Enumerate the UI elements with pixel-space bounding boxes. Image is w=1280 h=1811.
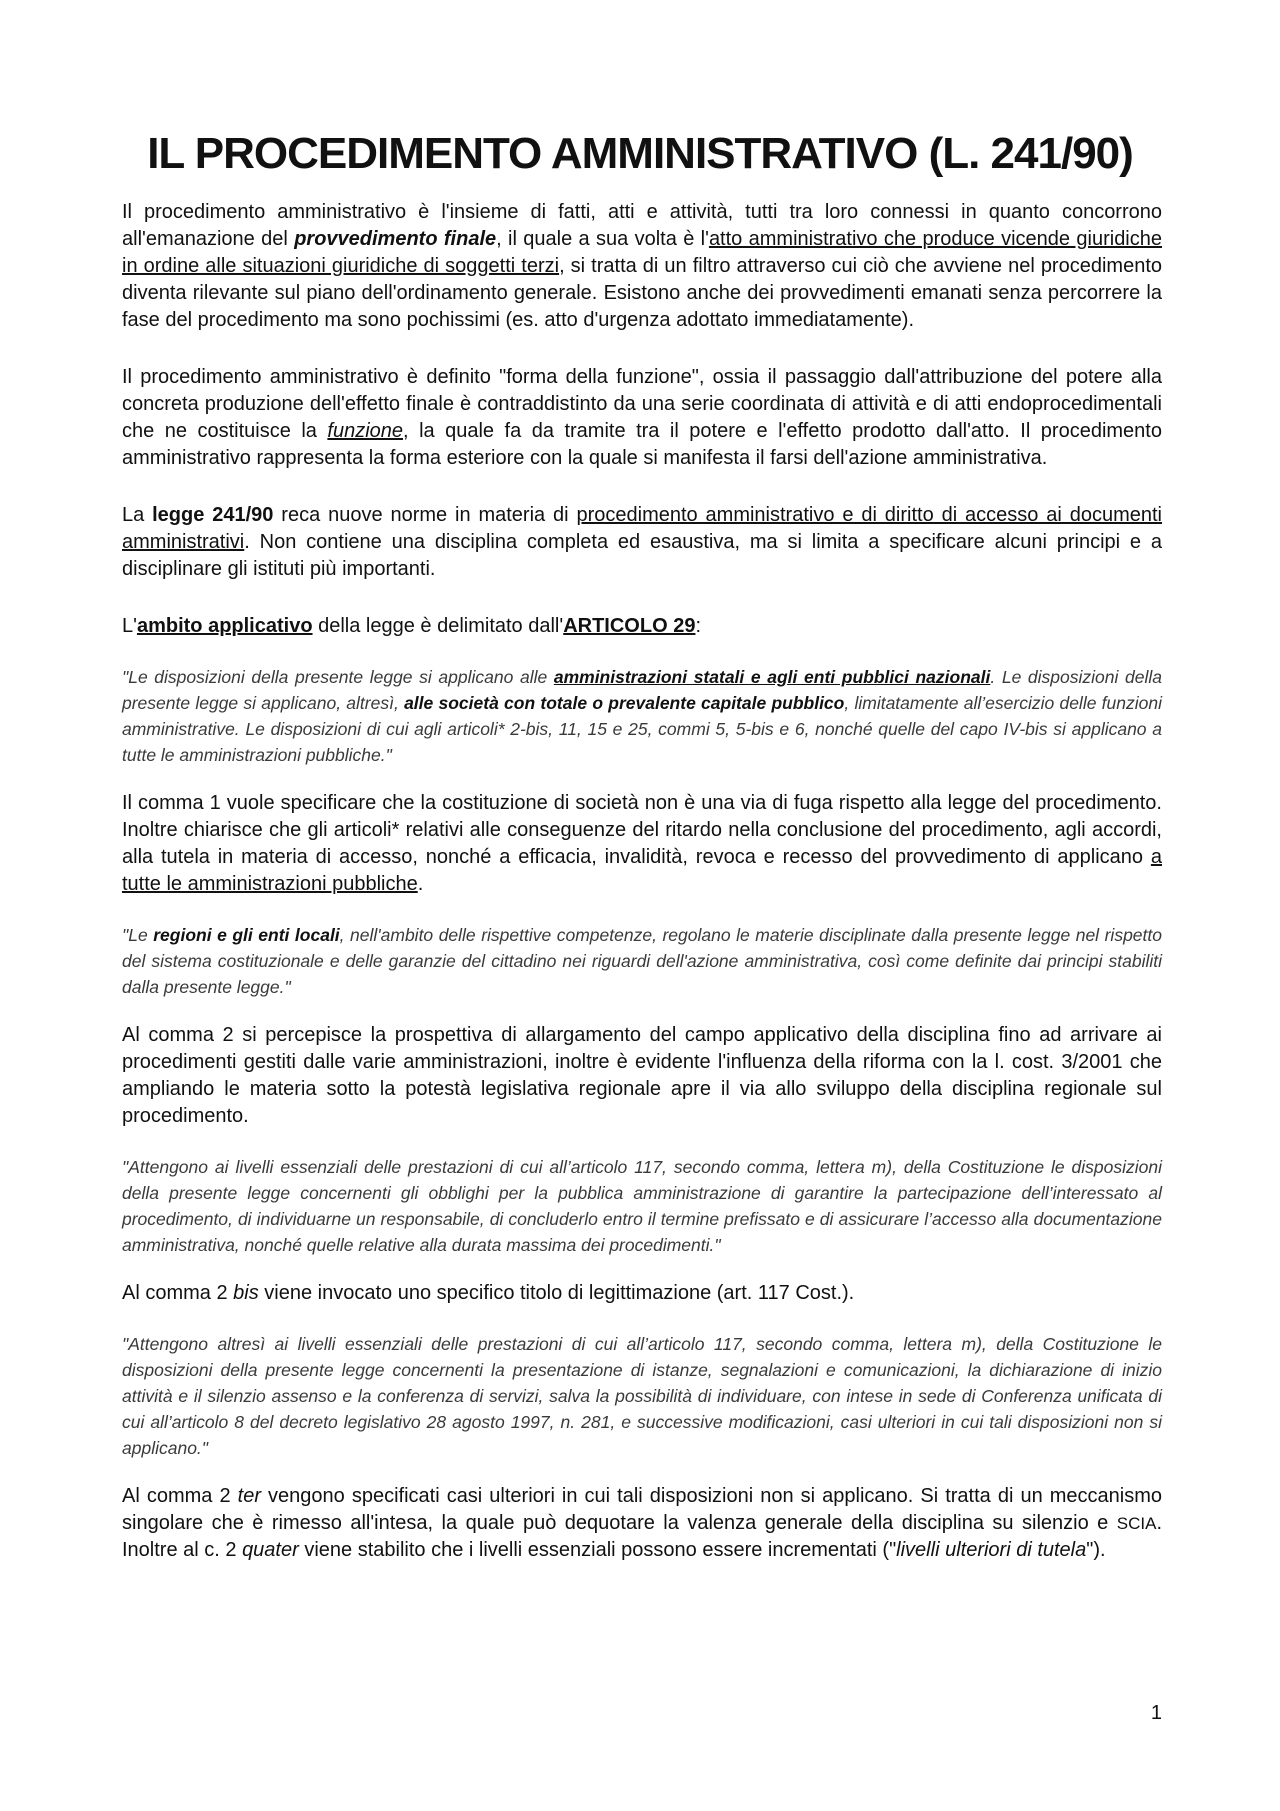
underlined-atto-amministrativo: atto amministrativo che produce vicende giuridiche in ordine alle situazioni giuridiche di soggetti terzi (122, 228, 1163, 277)
document-body (122, 199, 1162, 1564)
term-articolo-29: ARTICOLO 29 (563, 615, 696, 637)
term-amministrazioni-statali: amministrazioni statali e agli enti pubblici nazionali (553, 667, 991, 687)
paragraph-comma-2: Al comma 2 si percepisce la prospettiva di allargamento del campo applicativo della disciplina fino ad arrivare ai procedimenti gestiti dalle varie amministrazioni, inoltre è evidente l'influenza della riforma con la l. cost. 3/2001 che ampliando le materia sotto la potestà legislativa regionale apre il via allo sviluppo della disciplina regionale sul procedimento. (122, 1024, 1162, 1127)
term-livelli-ulteriori: livelli ulteriori di tutela (896, 1539, 1087, 1561)
quote-comma-2: "Le regioni e gli enti locali, nell'ambito delle rispettive competenze, regolano le materie disciplinate dalla presente legge nel rispetto del sistema costituzionale e delle garanzie del cittadino nei riguardi dell'azione amministrativa, così come definite dai principi stabiliti dalla presente legge." (122, 925, 1162, 997)
term-funzione: funzione (327, 420, 404, 442)
underlined-procedimento-accesso: procedimento amministrativo e di diritto di accesso ai documenti amministrativi (122, 504, 1162, 553)
page-title: IL PROCEDIMENTO AMMINISTRATIVO (L. 241/90) (147, 129, 1133, 178)
term-legge-241: legge 241/90 (152, 504, 274, 526)
quote-comma-2-ter: "Attengono altresì ai livelli essenziali delle prestazioni di cui all’articolo 117, secondo comma, lettera m), della Costituzione le disposizioni della presente legge concernenti la presentazione di istanze, segnalazioni e comunicazioni, la dichiarazione di inizio attività e il silenzio assenso e la conferenza di servizi, salva la possibilità di individuare, con intese in sede di Conferenza unificata di cui all’articolo 8 del decreto legislativo 28 agosto 1997, n. 281, e successive modificazioni, casi ulteriori in cui tali disposizioni non si applicano." (122, 1334, 1162, 1458)
paragraph-comma-1: Il comma 1 vuole specificare che la costituzione di società non è una via di fuga rispetto alla legge del procedimento. Inoltre chiarisce che gli articoli* relativi alle conseguenze del ritardo nella conclusione del procedimento, agli accordi, alla tutela in materia di accesso, nonché a efficacia, invalidità, revoca e recesso del provvedimento di applicano a tutte le amministrazioni pubbliche. (122, 792, 1162, 895)
term-provvedimento-finale: provvedimento finale (294, 228, 497, 250)
paragraph-definition: Il procedimento amministrativo è l'insieme di fatti, atti e attività, tutti tra loro connessi in quanto concorrono all'emanazione del provvedimento finale, il quale a sua volta è l'atto amministrativo che produce vicende giuridiche in ordine alle situazioni giuridiche di soggetti terzi, si tratta di un filtro attraverso cui ciò che avviene nel procedimento diventa rilevante sul piano dell'ordinamento generale. Esistono anche dei provvedimenti emanati senza percorrere la fase del procedimento ma sono pochissimi (es. atto d'urgenza adottato immediatamente). (122, 201, 1163, 331)
term-regioni-enti-locali: regioni e gli enti locali (153, 925, 340, 945)
paragraph-ambito-applicativo: L'ambito applicativo della legge è delimitato dall'ARTICOLO 29: (122, 615, 702, 637)
paragraph-forma-funzione: Il procedimento amministrativo è definito "forma della funzione", ossia il passaggio dall'attribuzione del potere alla concreta produzione dell'effetto finale è contraddistinto da una serie coordinata di attività e di atti endoprocedimentali che ne costituisce la funzione, la quale fa da tramite tra il potere e l'effetto prodotto dall'atto. Il procedimento amministrativo rappresenta la forma esteriore con la quale si manifesta il farsi dell'azione amministrativa. (122, 366, 1162, 469)
page-number: 1 (1150, 1702, 1162, 1724)
acronym-scia: SCIA (1116, 1514, 1157, 1533)
quote-comma-2-bis: "Attengono ai livelli essenziali delle prestazioni di cui all’articolo 117, secondo comma, lettera m), della Costituzione le disposizioni della presente legge concernenti gli obblighi per la pubblica amministrazione di garantire la partecipazione dell’interessato al procedimento, di individuarne un responsabile, di concluderlo entro il termine prefissato e di assicurare l’accesso alla documentazione amministrativa, nonché quelle relative alla durata massima dei procedimenti." (122, 1157, 1162, 1255)
paragraph-legge-241: La legge 241/90 reca nuove norme in materia di procedimento amministrativo e di diritto di accesso ai documenti amministrativi. Non contiene una disciplina completa ed esaustiva, ma si limita a specificare alcuni principi e a disciplinare gli istituti più importanti. (122, 504, 1162, 580)
quote-comma-1: "Le disposizioni della presente legge si applicano alle amministrazioni statali e agli enti pubblici nazionali. Le disposizioni della presente legge si applicano, altresì, alle società con totale o prevalente capitale pubblico, limitatamente all’esercizio delle funzioni amministrative. Le disposizioni di cui agli articoli* 2-bis, 11, 15 e 25, commi 5, 5-bis e 6, nonché quelle del capo IV-bis si applicano a tutte le amministrazioni pubbliche." (122, 667, 1162, 765)
term-societa-capitale-pubblico: alle società con totale o prevalente capitale pubblico (404, 693, 845, 713)
paragraph-comma-2-bis: Al comma 2 bis viene invocato uno specifico titolo di legittimazione (art. 117 Cost.). (122, 1282, 855, 1304)
underlined-tutte-amministrazioni: a tutte le amministrazioni pubbliche (122, 846, 1162, 895)
paragraph-comma-2-ter: Al comma 2 ter vengono specificati casi ulteriori in cui tali disposizioni non si applicano. Si tratta di un meccanismo singolare che è rimesso all'intesa, la quale può dequotare la valenza generale della disciplina su silenzio e SCIA. Inoltre al c. 2 quater viene stabilito che i livelli essenziali possono essere incrementati ("livelli ulteriori di tutela"). (122, 1485, 1163, 1561)
term-ambito-applicativo: ambito applicativo (136, 615, 313, 637)
